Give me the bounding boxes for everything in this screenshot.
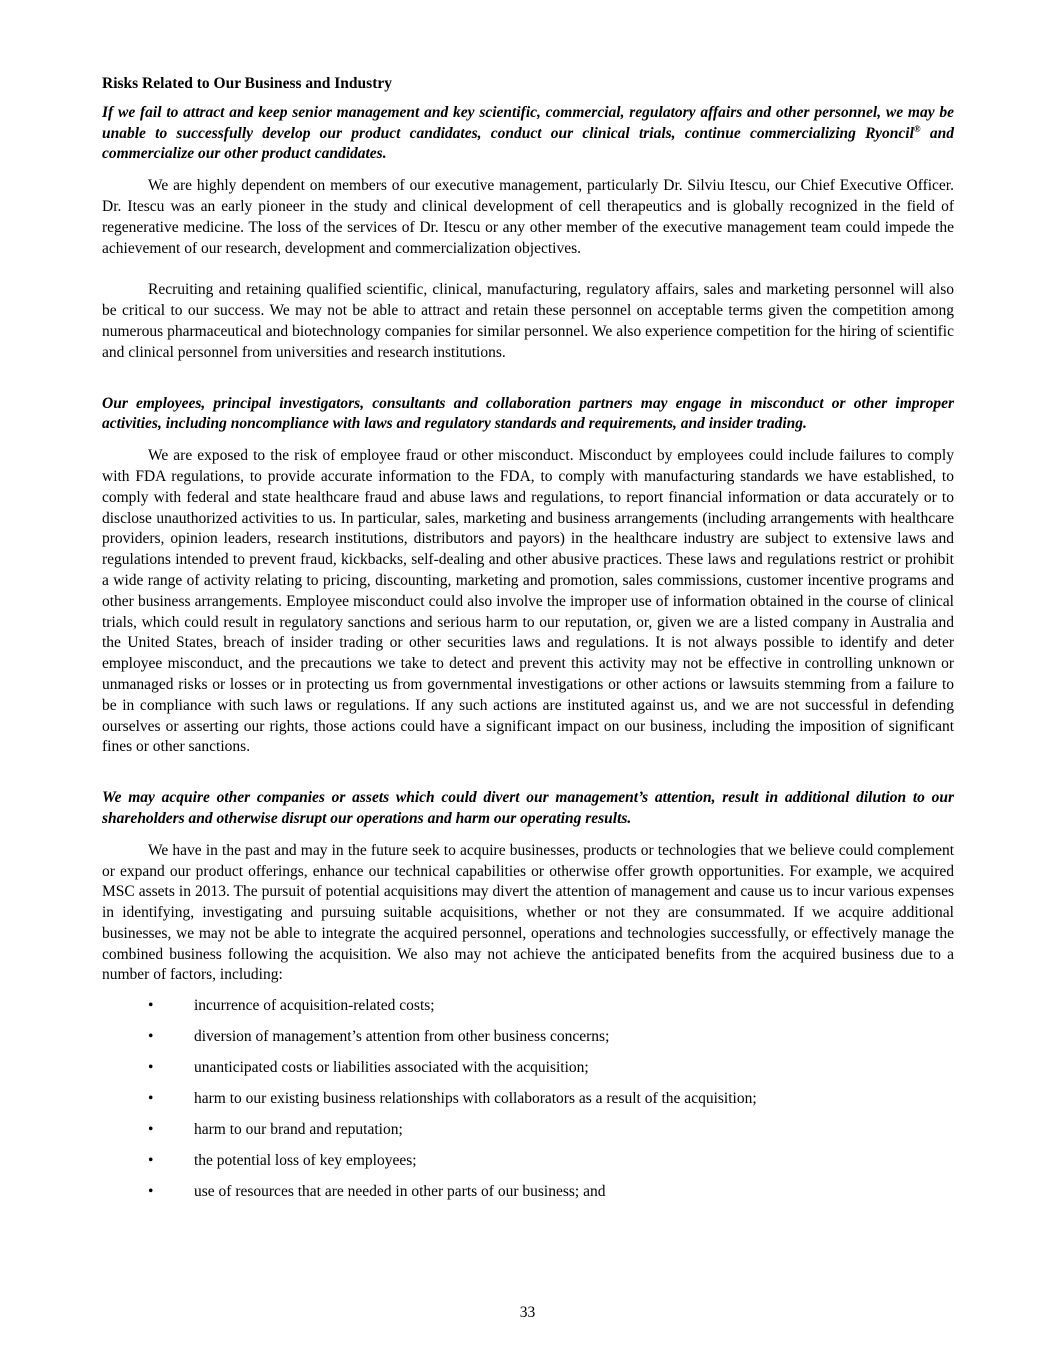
- bullet-icon: •: [148, 1183, 154, 1201]
- list-item: [102, 1027, 954, 1048]
- list-item-text: harm to our existing business relationships with collaborators as a result of the acquisition;: [194, 1090, 757, 1108]
- document-page: [102, 74, 954, 1213]
- list-item: [102, 1120, 954, 1141]
- bullet-icon: •: [148, 1028, 154, 1046]
- list-item-text: the potential loss of key employees;: [194, 1152, 417, 1170]
- body-paragraph: We are exposed to the risk of employee fraud or other misconduct. Misconduct by employees could include failures to comply with FDA regulations, to provide accurate information to the FDA, to comply with manufacturing standards we have established, to comply with federal and state healthcare fraud and abuse laws and regulations, to report financial information or data accurately or to disclose unauthorized activities to us. In particular, sales, marketing and business arrangements (including arrangements with healthcare providers, opinion leaders, research institutions, distributors and payors) in the healthcare industry are subject to extensive laws and regulations intended to prevent fraud, kickbacks, self-dealing and other abusive practices. These laws and regulations restrict or prohibit a wide range of activity relating to pricing, discounting, marketing and promotion, sales commissions, customer incentive programs and other business arrangements. Employee misconduct could also involve the improper use of information obtained in the course of clinical trials, which could result in regulatory sanctions and serious harm to our reputation, or, given we are a listed company in Australia and the United States, breach of insider trading or other securities laws and regulations. It is not always possible to identify and deter employee misconduct, and the precautions we take to detect and prevent this activity may not be effective in controlling unknown or unmanaged risks or losses or in protecting us from governmental investigations or other actions or lawsuits stemming from a failure to be in compliance with such laws or regulations. If any such actions are instituted against us, and we are not successful in defending ourselves or asserting our rights, those actions could have a significant impact on our business, including the imposition of significant fines or other sanctions.: [102, 447, 954, 756]
- registered-mark: ®: [913, 123, 921, 134]
- bullet-icon: •: [148, 1121, 154, 1139]
- risk-heading-acquisitions: We may acquire other companies or assets which could divert our management’s attention, result in additional dilution to our shareholders and otherwise disrupt our operations and harm our operating results.: [102, 789, 954, 827]
- bullet-list: [102, 996, 954, 1203]
- risk-heading-personnel: [102, 103, 954, 165]
- bullet-icon: •: [148, 1090, 154, 1108]
- body-paragraph: We have in the past and may in the future seek to acquire businesses, products or technologies that we believe could complement or expand our product offerings, enhance our technical capabilities or otherwise offer growth opportunities. For example, we acquired MSC assets in 2013. The pursuit of potential acquisitions may divert the attention of management and cause us to incur various expenses in identifying, investigating and pursuing suitable acquisitions, whether or not they are consummated. If we acquire additional businesses, we may not be able to integrate the acquired personnel, operations and technologies successfully, or effectively manage the combined business following the acquisition. We also may not achieve the anticipated benefits from the acquired business due to a number of factors, including:: [102, 841, 954, 984]
- risk-heading-misconduct: Our employees, principal investigators, consultants and collaboration partners may engage in misconduct or other improper activities, including noncompliance with laws and regulatory standards and requirements, and insider trading.: [102, 394, 954, 433]
- body-paragraph: We are highly dependent on members of our executive management, particularly Dr. Silviu Itescu, our Chief Executive Officer. Dr. Itescu was an early pioneer in the study and clinical development of cell therapeutics and is globally recognized in the field of regenerative medicine. The loss of the services of Dr. Itescu or any other member of the executive management team could impede the achievement of our research, development and commercialization objectives.: [102, 177, 954, 257]
- body-paragraph: Recruiting and retaining qualified scientific, clinical, manufacturing, regulatory affairs, sales and marketing personnel will also be critical to our success. We may not be able to attract and retain these personnel on acceptable terms given the competition among numerous pharmaceutical and biotechnology companies for similar personnel. We also experience competition for the hiring of scientific and clinical personnel from universities and research institutions.: [102, 281, 954, 361]
- list-item: [102, 996, 954, 1017]
- page-number: 33: [519, 1304, 536, 1321]
- bullet-icon: •: [148, 1059, 154, 1077]
- bullet-icon: •: [148, 1152, 154, 1170]
- list-item: [102, 1182, 954, 1203]
- list-item-text: unanticipated costs or liabilities associated with the acquisition;: [194, 1059, 589, 1077]
- list-item: [102, 1151, 954, 1172]
- bullet-icon: •: [148, 997, 154, 1015]
- list-item-text: use of resources that are needed in other parts of our business; and: [194, 1183, 606, 1201]
- list-item: [102, 1058, 954, 1079]
- list-item-text: diversion of management’s attention from other business concerns;: [194, 1028, 610, 1046]
- heading-text: and commercialize our other product candidates.: [102, 124, 954, 163]
- section-title: Risks Related to Our Business and Industry: [102, 75, 392, 92]
- list-item-text: incurrence of acquisition-related costs;: [194, 997, 435, 1015]
- heading-text: If we fail to attract and keep senior management and key scientific, commercial, regulatory affairs and other personnel, we may be unable to successfully develop our product candidates, conduct our clinical trials, continue commercializing Ryoncil: [102, 103, 954, 142]
- list-item: [102, 1089, 954, 1110]
- list-item-text: harm to our brand and reputation;: [194, 1121, 403, 1139]
